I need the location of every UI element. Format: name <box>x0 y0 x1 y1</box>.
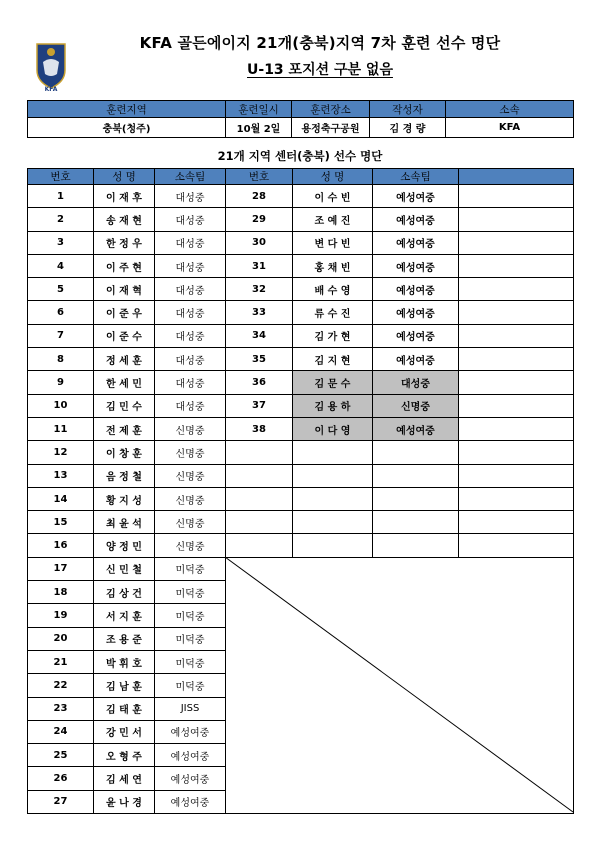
table-cell: 김 민 수 <box>94 394 155 417</box>
table-cell <box>459 208 574 231</box>
table-cell: 음 정 철 <box>94 464 155 487</box>
table-cell: 17 <box>28 557 94 580</box>
table-cell <box>459 441 574 464</box>
table-cell: 34 <box>226 324 293 347</box>
table-cell: 30 <box>226 231 293 254</box>
table-cell: 8 <box>28 348 94 371</box>
table-cell: 대성중 <box>155 324 226 347</box>
table-cell: 36 <box>226 371 293 394</box>
table-cell: 한 세 민 <box>94 371 155 394</box>
table-cell: 이 창 훈 <box>94 441 155 464</box>
table-cell: 미덕중 <box>155 627 226 650</box>
table-cell: 신명중 <box>155 511 226 534</box>
table-cell: 송 재 현 <box>94 208 155 231</box>
table-cell <box>226 464 293 487</box>
kfa-emblem-icon <box>33 40 69 92</box>
table-cell: 3 <box>28 231 94 254</box>
roster-header-cell: 성 명 <box>293 169 373 185</box>
table-cell: 김 문 수 <box>293 371 373 394</box>
table-cell: 김 남 훈 <box>94 674 155 697</box>
table-cell: 9 <box>28 371 94 394</box>
table-cell: 16 <box>28 534 94 557</box>
page-title: KFA 골든에이지 21개(충북)지역 7차 훈련 선수 명단 <box>139 34 501 52</box>
table-cell: 13 <box>28 464 94 487</box>
table-cell: 강 민 서 <box>94 720 155 743</box>
roster-header-cell: 소속팀 <box>155 169 226 185</box>
table-row <box>28 324 574 347</box>
table-cell: 예성여중 <box>373 324 459 347</box>
table-cell: 23 <box>28 697 94 720</box>
info-header-cell: 작성자 <box>370 101 446 118</box>
table-cell: 김 지 현 <box>293 348 373 371</box>
table-row <box>28 417 574 440</box>
table-cell: 김 용 하 <box>293 394 373 417</box>
table-cell: 윤 나 경 <box>94 790 155 813</box>
table-cell: 조 예 진 <box>293 208 373 231</box>
table-row <box>28 441 574 464</box>
table-cell: 6 <box>28 301 94 324</box>
table-cell: 이 재 혁 <box>94 278 155 301</box>
table-cell: 21 <box>28 650 94 673</box>
table-cell: 김 가 현 <box>293 324 373 347</box>
table-cell: 양 정 민 <box>94 534 155 557</box>
table-cell: 35 <box>226 348 293 371</box>
table-cell: 7 <box>28 324 94 347</box>
info-header-cell: 훈련장소 <box>292 101 370 118</box>
training-info-table <box>27 100 574 138</box>
table-cell: 대성중 <box>155 254 226 277</box>
table-row <box>28 278 574 301</box>
table-cell <box>459 371 574 394</box>
table-cell: 4 <box>28 254 94 277</box>
table-cell: 미덕중 <box>155 674 226 697</box>
table-cell: 33 <box>226 301 293 324</box>
table-cell: 12 <box>28 441 94 464</box>
table-cell <box>226 511 293 534</box>
table-cell <box>226 534 293 557</box>
table-cell <box>373 464 459 487</box>
table-cell <box>373 487 459 510</box>
table-cell <box>226 487 293 510</box>
table-cell: 예성여중 <box>373 301 459 324</box>
table-cell: 변 다 빈 <box>293 231 373 254</box>
table-cell: 20 <box>28 627 94 650</box>
table-cell: 예성여중 <box>373 254 459 277</box>
table-cell <box>459 487 574 510</box>
info-header-cell: 소속 <box>446 101 574 118</box>
table-cell <box>373 441 459 464</box>
table-cell: 대성중 <box>373 371 459 394</box>
table-cell: 대성중 <box>155 208 226 231</box>
table-cell: 신명중 <box>155 534 226 557</box>
table-cell <box>459 254 574 277</box>
table-cell: 22 <box>28 674 94 697</box>
table-cell: 김 상 건 <box>94 581 155 604</box>
table-cell: 신명중 <box>155 417 226 440</box>
table-cell: 예성여중 <box>155 720 226 743</box>
table-cell: 19 <box>28 604 94 627</box>
info-value-cell: 용정축구공원 <box>292 118 370 138</box>
table-cell <box>459 417 574 440</box>
roster-header-cell: 소속팀 <box>373 169 459 185</box>
table-cell: 신 민 철 <box>94 557 155 580</box>
table-row <box>28 511 574 534</box>
table-cell: 대성중 <box>155 371 226 394</box>
table-row <box>28 254 574 277</box>
roster-header-cell: 번호 <box>226 169 293 185</box>
table-row <box>28 231 574 254</box>
table-cell: 10 <box>28 394 94 417</box>
roster-header-cell: 성 명 <box>94 169 155 185</box>
table-cell: 박 휘 호 <box>94 650 155 673</box>
info-header-row <box>28 101 574 118</box>
table-row <box>28 185 574 208</box>
roster-header-cell-blank <box>459 169 574 185</box>
table-row <box>28 301 574 324</box>
table-cell: 한 정 우 <box>94 231 155 254</box>
table-cell: 28 <box>226 185 293 208</box>
table-cell <box>459 324 574 347</box>
info-header-cell: 훈련지역 <box>28 101 226 118</box>
table-cell: 김 태 훈 <box>94 697 155 720</box>
table-cell <box>293 441 373 464</box>
table-cell <box>293 487 373 510</box>
table-cell: 대성중 <box>155 348 226 371</box>
table-cell: 이 다 영 <box>293 417 373 440</box>
roster-header-row <box>28 169 574 185</box>
table-cell: 황 지 성 <box>94 487 155 510</box>
table-cell <box>459 185 574 208</box>
table-cell: 37 <box>226 394 293 417</box>
info-value-cell: 김 경 량 <box>370 118 446 138</box>
table-cell: 이 준 수 <box>94 324 155 347</box>
table-cell: 예성여중 <box>373 348 459 371</box>
table-cell: 예성여중 <box>155 744 226 767</box>
table-cell: 이 준 우 <box>94 301 155 324</box>
table-cell: 예성여중 <box>373 417 459 440</box>
table-cell: 신명중 <box>155 487 226 510</box>
info-header-cell: 훈련일시 <box>226 101 292 118</box>
table-cell <box>459 231 574 254</box>
table-cell: 신명중 <box>373 394 459 417</box>
table-cell: 최 윤 석 <box>94 511 155 534</box>
table-cell: 예성여중 <box>373 185 459 208</box>
page-subtitle: U-13 포지션 구분 없음 <box>247 62 393 78</box>
table-cell <box>459 464 574 487</box>
table-cell: 1 <box>28 185 94 208</box>
table-cell <box>459 534 574 557</box>
table-cell <box>459 511 574 534</box>
table-cell <box>459 301 574 324</box>
info-value-cell: KFA <box>446 118 574 138</box>
table-cell: 전 제 훈 <box>94 417 155 440</box>
table-cell: 14 <box>28 487 94 510</box>
table-cell: 이 재 후 <box>94 185 155 208</box>
table-cell: 미덕중 <box>155 581 226 604</box>
table-cell: 신명중 <box>155 464 226 487</box>
table-cell: 27 <box>28 790 94 813</box>
table-cell <box>293 511 373 534</box>
table-cell: 이 주 현 <box>94 254 155 277</box>
svg-text:KFA: KFA <box>44 86 58 92</box>
table-cell: 미덕중 <box>155 650 226 673</box>
table-cell: 11 <box>28 417 94 440</box>
table-cell: 서 지 훈 <box>94 604 155 627</box>
table-cell: 대성중 <box>155 231 226 254</box>
table-cell: 18 <box>28 581 94 604</box>
table-cell: 대성중 <box>155 278 226 301</box>
table-cell: 김 세 연 <box>94 767 155 790</box>
table-cell <box>459 278 574 301</box>
table-cell: 29 <box>226 208 293 231</box>
table-cell: 5 <box>28 278 94 301</box>
table-row <box>28 371 574 394</box>
info-value-cell: 10월 2일 <box>226 118 292 138</box>
table-cell: 예성여중 <box>155 790 226 813</box>
table-cell: 32 <box>226 278 293 301</box>
table-cell: 예성여중 <box>373 278 459 301</box>
table-cell: 오 형 주 <box>94 744 155 767</box>
table-cell: 예성여중 <box>373 208 459 231</box>
table-cell <box>373 511 459 534</box>
table-row <box>28 394 574 417</box>
blank-area-diagonal <box>225 557 573 812</box>
table-cell: 대성중 <box>155 394 226 417</box>
table-cell: 25 <box>28 744 94 767</box>
table-cell: 홍 채 빈 <box>293 254 373 277</box>
table-cell <box>226 441 293 464</box>
table-cell: 신명중 <box>155 441 226 464</box>
table-cell: 류 수 진 <box>293 301 373 324</box>
table-cell <box>459 394 574 417</box>
table-row <box>28 348 574 371</box>
table-cell: 대성중 <box>155 185 226 208</box>
info-value-row <box>28 118 574 138</box>
info-value-cell: 충북(청주) <box>28 118 226 138</box>
table-cell: 조 용 준 <box>94 627 155 650</box>
table-row <box>28 534 574 557</box>
table-cell: 예성여중 <box>155 767 226 790</box>
table-row <box>28 208 574 231</box>
table-cell: 24 <box>28 720 94 743</box>
section-title: 21개 지역 센터(충북) 선수 명단 <box>217 149 383 163</box>
table-cell: 31 <box>226 254 293 277</box>
table-cell <box>293 534 373 557</box>
table-cell <box>459 348 574 371</box>
table-cell: JISS <box>155 697 226 720</box>
table-cell <box>293 464 373 487</box>
roster-header-cell: 번호 <box>28 169 94 185</box>
table-cell: 대성중 <box>155 301 226 324</box>
table-cell: 26 <box>28 767 94 790</box>
table-cell: 이 수 빈 <box>293 185 373 208</box>
table-cell: 15 <box>28 511 94 534</box>
table-cell: 예성여중 <box>373 231 459 254</box>
table-cell: 정 세 훈 <box>94 348 155 371</box>
table-cell: 38 <box>226 417 293 440</box>
table-row <box>28 464 574 487</box>
table-cell: 2 <box>28 208 94 231</box>
table-cell: 배 수 영 <box>293 278 373 301</box>
table-cell: 미덕중 <box>155 604 226 627</box>
table-row <box>28 487 574 510</box>
table-cell: 미덕중 <box>155 557 226 580</box>
table-cell <box>373 534 459 557</box>
